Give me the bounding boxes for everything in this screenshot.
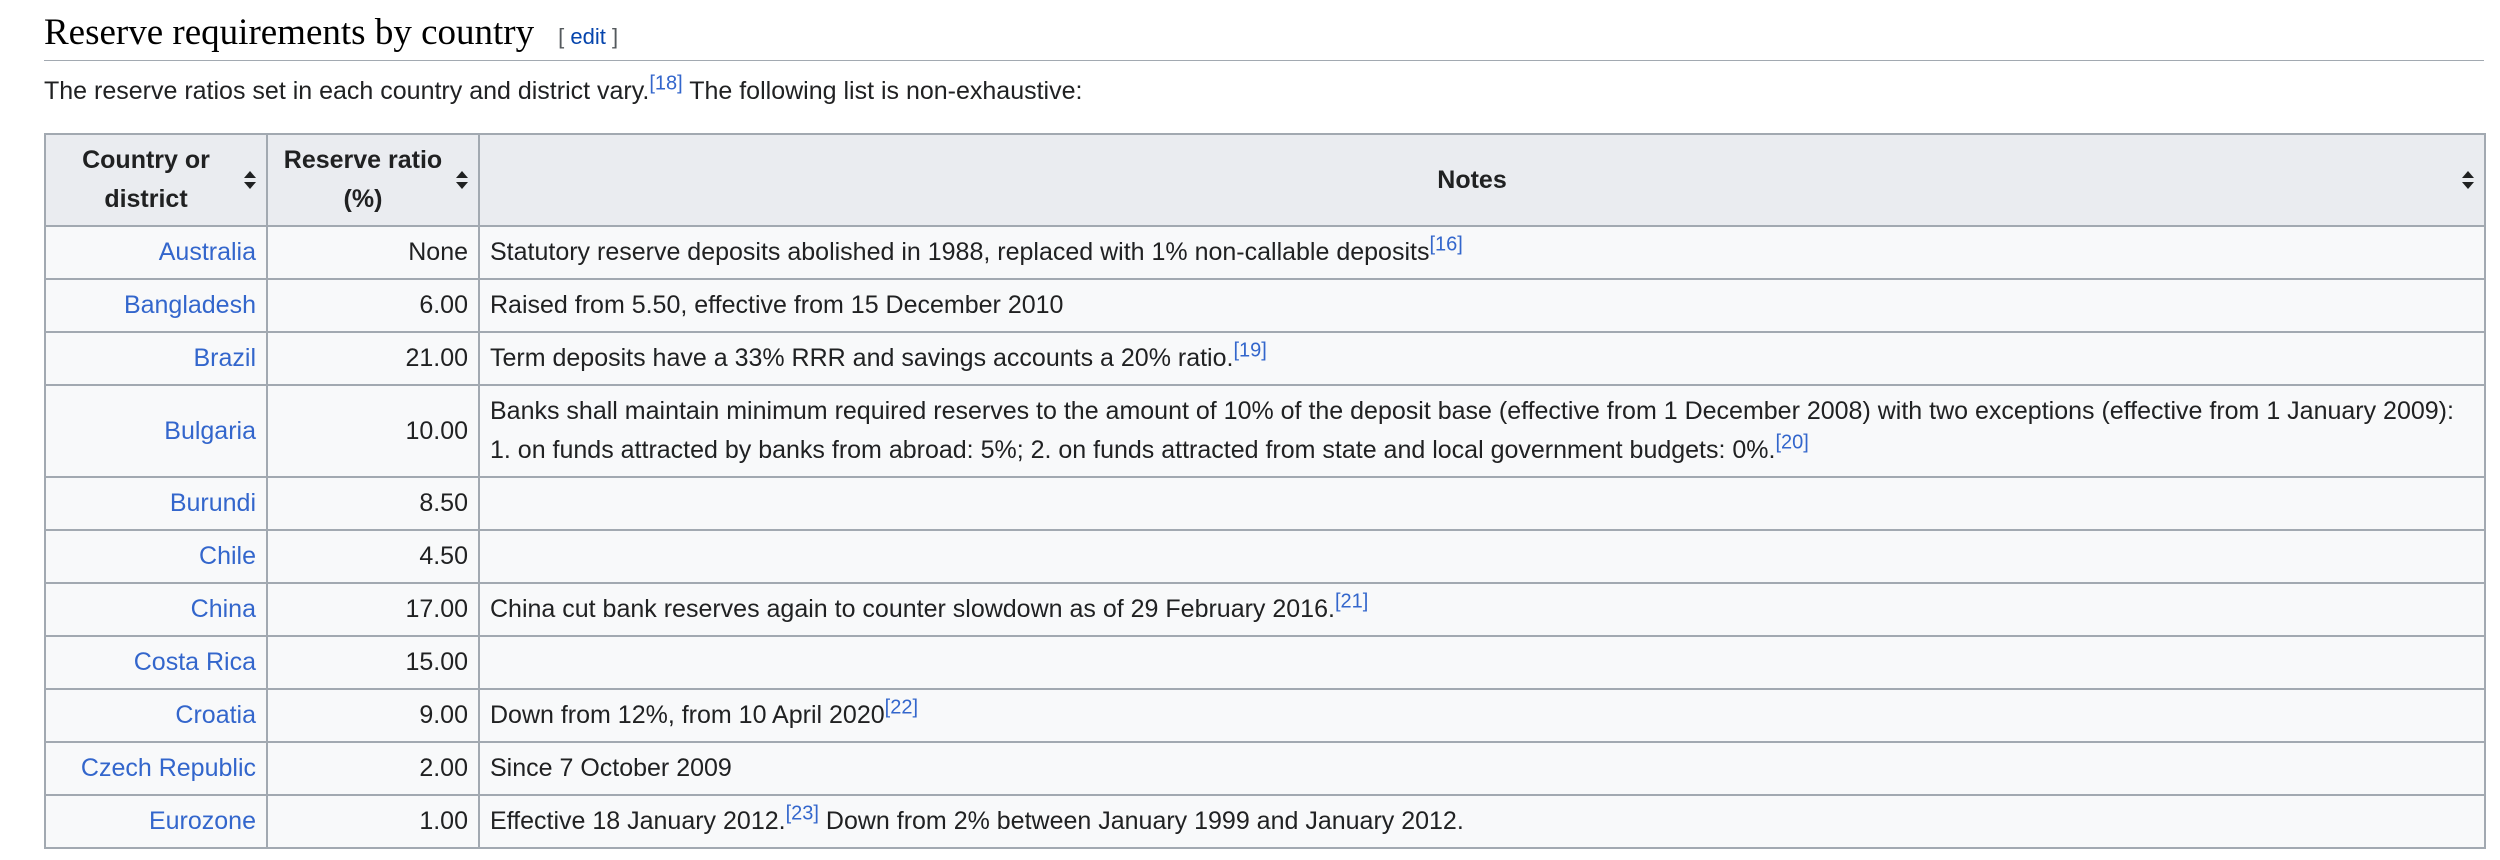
table-row xyxy=(45,530,2485,583)
country-link[interactable]: Costa Rica xyxy=(133,648,256,676)
country-cell xyxy=(45,332,267,385)
notes-cell xyxy=(479,385,2485,477)
citation-ref xyxy=(1335,591,1368,613)
intro-ref-link[interactable]: [18] xyxy=(649,72,683,95)
notes-text: China cut bank reserves again to counter slowdown as of 29 February 2016. xyxy=(490,595,1335,623)
header-ratio-label: Reserve ratio (%) xyxy=(283,146,443,213)
edit-link[interactable]: edit xyxy=(570,24,606,49)
table-header-row xyxy=(45,134,2485,226)
sort-icon[interactable] xyxy=(244,169,256,191)
intro-paragraph xyxy=(44,71,2484,111)
country-cell xyxy=(45,636,267,689)
notes-text: Statutory reserve deposits abolished in 1988, replaced with 1% non-callable deposits xyxy=(490,238,1430,266)
citation-link[interactable]: [22] xyxy=(884,696,918,719)
country-link[interactable]: Croatia xyxy=(175,701,256,729)
intro-text: The reserve ratios set in each country and district vary. xyxy=(44,77,650,105)
sort-icon[interactable] xyxy=(2462,169,2474,191)
citation-link[interactable]: [16] xyxy=(1429,233,1463,256)
page xyxy=(0,10,2484,849)
country-cell xyxy=(45,477,267,530)
header-country[interactable] xyxy=(45,134,267,226)
header-notes-label: Notes xyxy=(1437,165,1507,194)
country-cell xyxy=(45,385,267,477)
citation-ref xyxy=(885,697,918,719)
notes-text-after: Down from 2% between January 1999 and January 2012. xyxy=(818,807,1464,835)
country-cell xyxy=(45,226,267,279)
citation-ref xyxy=(1233,340,1266,362)
country-cell xyxy=(45,583,267,636)
edit-bracket-open: [ xyxy=(558,24,565,49)
country-link[interactable]: Australia xyxy=(158,238,256,266)
header-notes[interactable] xyxy=(479,134,2485,226)
notes-text: Down from 12%, from 10 April 2020 xyxy=(490,701,885,729)
notes-cell xyxy=(479,530,2485,583)
ratio-cell: None xyxy=(267,226,479,279)
intro-ref xyxy=(649,73,682,95)
country-cell xyxy=(45,795,267,848)
notes-text: Effective 18 January 2012. xyxy=(490,807,786,835)
country-link[interactable]: Burundi xyxy=(169,489,256,517)
ratio-cell: 15.00 xyxy=(267,636,479,689)
citation-link[interactable]: [21] xyxy=(1334,590,1369,613)
notes-cell xyxy=(479,742,2485,795)
notes-text: Banks shall maintain minimum required reserves to the amount of 10% of the deposit base (effective from 1 December 2008) with two exceptions (effective from 1 January 2009): 1. on funds attracted by banks from abroad: 5%; 2. on funds attracted from state and local government budgets: 0%. xyxy=(490,397,2454,464)
citation-ref xyxy=(1429,234,1462,256)
table-row xyxy=(45,332,2485,385)
country-link[interactable]: Czech Republic xyxy=(80,754,256,782)
notes-text: Since 7 October 2009 xyxy=(490,754,732,782)
country-cell xyxy=(45,530,267,583)
intro-text-after: The following list is non-exhaustive: xyxy=(682,77,1083,105)
header-ratio[interactable] xyxy=(267,134,479,226)
citation-link[interactable]: [23] xyxy=(785,802,819,825)
table-row xyxy=(45,636,2485,689)
sort-icon[interactable] xyxy=(456,169,468,191)
country-link[interactable]: Bulgaria xyxy=(164,416,256,445)
ratio-cell: 8.50 xyxy=(267,477,479,530)
citation-ref xyxy=(1775,432,1808,454)
country-cell xyxy=(45,279,267,332)
ratio-cell: 4.50 xyxy=(267,530,479,583)
citation-link[interactable]: [19] xyxy=(1233,339,1267,362)
country-link[interactable]: Eurozone xyxy=(148,807,256,835)
table-row xyxy=(45,689,2485,742)
table-row xyxy=(45,385,2485,477)
country-link[interactable]: Bangladesh xyxy=(123,291,256,319)
notes-cell xyxy=(479,332,2485,385)
section-title: Reserve requirements by country xyxy=(44,12,535,53)
edit-section xyxy=(558,24,618,50)
table-row xyxy=(45,226,2485,279)
notes-cell xyxy=(479,477,2485,530)
ratio-cell: 1.00 xyxy=(267,795,479,848)
edit-bracket-close: ] xyxy=(611,24,619,49)
country-link[interactable]: Chile xyxy=(199,542,256,570)
notes-cell xyxy=(479,279,2485,332)
table-row xyxy=(45,583,2485,636)
country-link[interactable]: China xyxy=(190,595,256,623)
country-link[interactable]: Brazil xyxy=(193,344,256,372)
notes-cell xyxy=(479,689,2485,742)
reserve-table xyxy=(44,133,2486,849)
country-cell xyxy=(45,742,267,795)
ratio-cell: 17.00 xyxy=(267,583,479,636)
notes-text: Term deposits have a 33% RRR and savings accounts a 20% ratio. xyxy=(490,344,1234,372)
notes-text: Raised from 5.50, effective from 15 December 2010 xyxy=(490,291,1064,319)
table-row xyxy=(45,477,2485,530)
notes-cell xyxy=(479,636,2485,689)
country-cell xyxy=(45,689,267,742)
citation-link[interactable]: [20] xyxy=(1775,431,1809,454)
table-row xyxy=(45,795,2485,848)
citation-ref xyxy=(786,803,819,825)
ratio-cell: 21.00 xyxy=(267,332,479,385)
notes-cell xyxy=(479,226,2485,279)
header-country-label: Country or district xyxy=(82,146,210,213)
ratio-cell: 9.00 xyxy=(267,689,479,742)
table-row xyxy=(45,279,2485,332)
section-heading xyxy=(44,10,2484,61)
ratio-cell: 10.00 xyxy=(267,385,479,477)
table-body xyxy=(45,226,2485,848)
ratio-cell: 2.00 xyxy=(267,742,479,795)
notes-cell xyxy=(479,795,2485,848)
notes-cell xyxy=(479,583,2485,636)
table-row xyxy=(45,742,2485,795)
ratio-cell: 6.00 xyxy=(267,279,479,332)
